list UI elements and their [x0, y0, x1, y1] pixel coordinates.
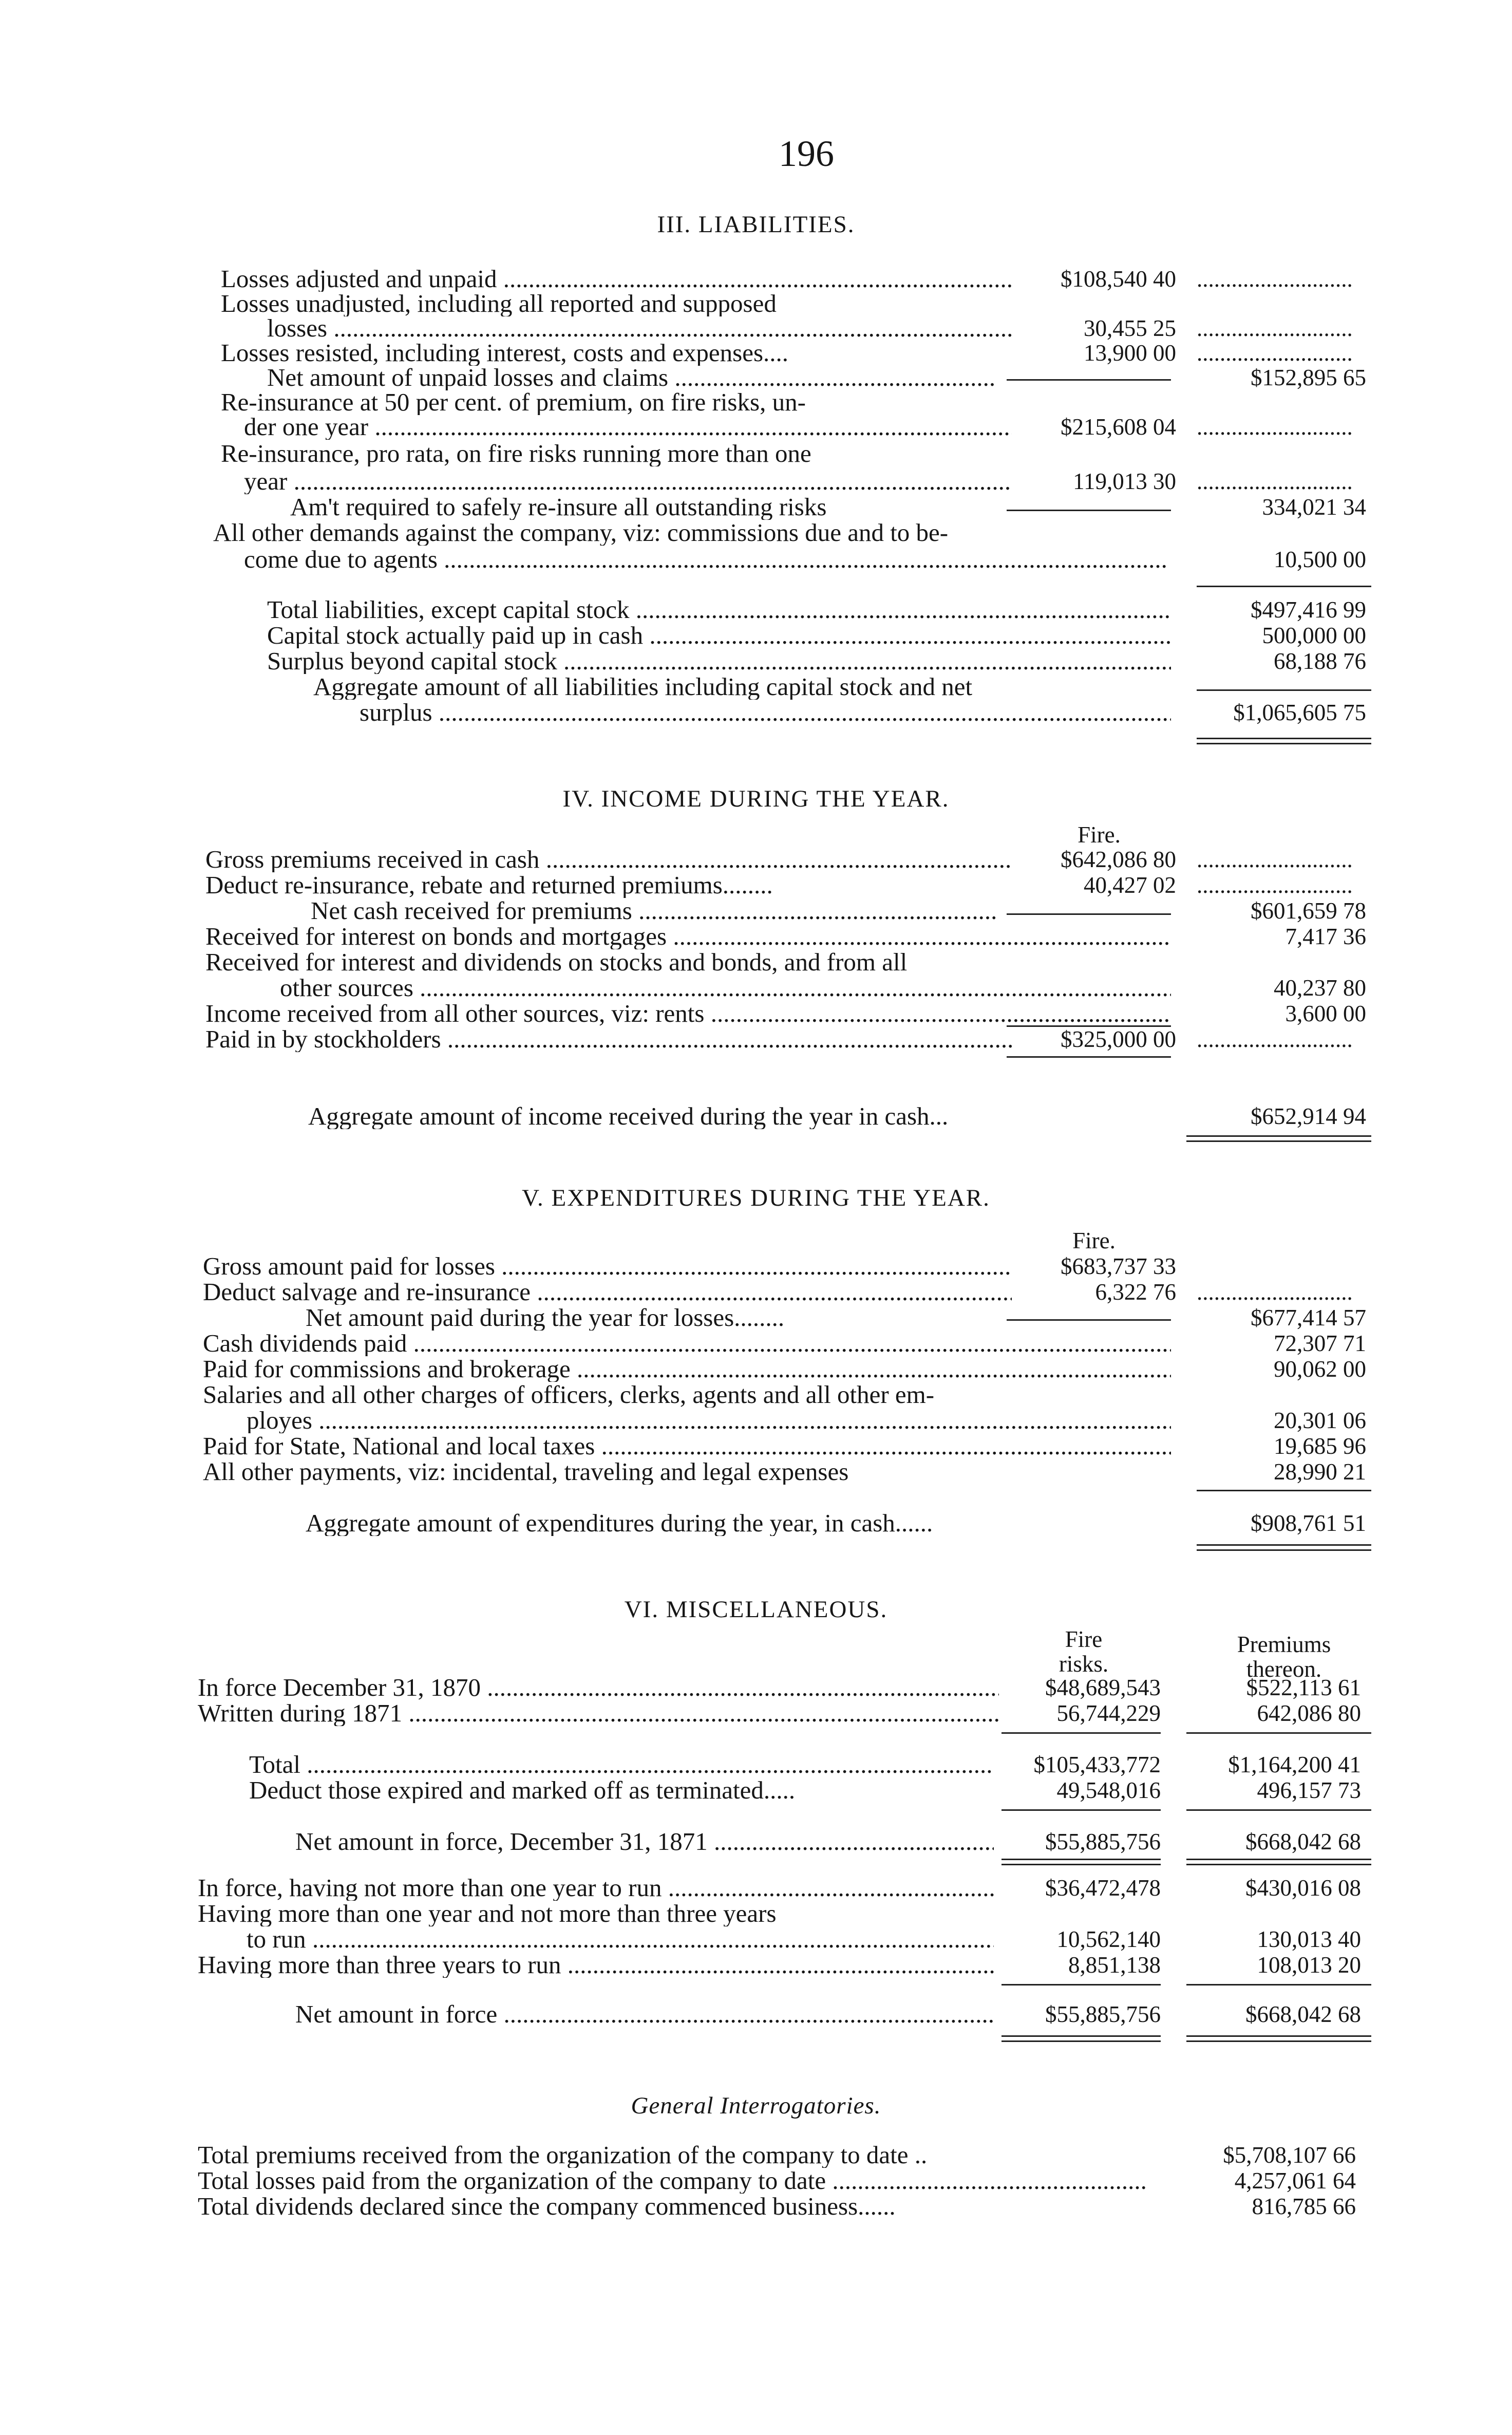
row-fire-risks: $55,885,756 — [1045, 2001, 1161, 2027]
liability-row — [0, 441, 1512, 466]
income-row — [0, 898, 1512, 924]
row-label: Aggregate amount of all liabilities including capital stock and net — [313, 674, 973, 700]
row-premiums: 642,086 80 — [1257, 1700, 1361, 1726]
sum-rule — [1197, 1490, 1371, 1491]
row-label: Cash dividends paid ..... — [203, 1331, 1171, 1356]
row-label: Salaries and all other charges of officers, clerks, agents and all other em- — [203, 1382, 935, 1408]
double-rule — [1001, 2035, 1161, 2042]
empty-dots: ........................... — [1197, 847, 1353, 872]
row-value: 4,257,061 64 — [1234, 2168, 1356, 2194]
expenditure-row — [0, 1459, 1512, 1485]
row-total: 500,000 00 — [1262, 623, 1366, 648]
row-total: 3,600 00 — [1285, 1001, 1366, 1026]
row-total: 334,021 34 — [1262, 494, 1366, 520]
row-amount: 13,900 00 — [1084, 340, 1176, 366]
row-label: Total premiums received from the organization of the company to date .. — [198, 2142, 928, 2168]
row-total: 28,990 21 — [1274, 1459, 1366, 1485]
row-fire-risks: $105,433,772 — [1033, 1752, 1161, 1777]
row-label: Re-insurance at 50 per cent. of premium, on fire risks, un- — [221, 389, 806, 415]
row-total: 40,237 80 — [1274, 975, 1366, 1001]
row-label: Am't required to safely re-insure all outstanding risks — [290, 494, 827, 520]
general-row — [0, 2142, 1512, 2168]
row-label: losses ..... — [267, 315, 1012, 341]
row-label: Capital stock actually paid up in cash ..... — [267, 623, 1171, 648]
row-label: come due to agents ..... — [244, 547, 1168, 572]
sum-rule — [1007, 1056, 1171, 1058]
income-row — [0, 1026, 1512, 1052]
liabilities-heading: III. LIABILITIES. — [657, 211, 855, 238]
sum-rule — [1001, 1732, 1161, 1734]
row-premiums: $668,042 68 — [1245, 2001, 1361, 2027]
row-fire-risks: $55,885,756 — [1045, 1829, 1161, 1855]
premiums-header-1: Premiums — [1237, 1632, 1331, 1657]
general-row — [0, 2194, 1512, 2219]
misc-heading: VI. MISCELLANEOUS. — [624, 1596, 888, 1623]
fire-column-header: Fire. — [1072, 1228, 1116, 1253]
sum-rule — [1001, 1984, 1161, 1986]
row-amount: $108,540 40 — [1061, 266, 1176, 292]
row-fire-risks: 49,548,016 — [1056, 1777, 1161, 1803]
double-rule — [1186, 1859, 1371, 1865]
row-label: der one year ..... — [244, 414, 1012, 440]
aggregate-label: Aggregate amount of expenditures during the year, in cash...... — [306, 1510, 933, 1536]
double-rule — [1001, 1859, 1161, 1865]
row-value: $5,708,107 66 — [1223, 2142, 1356, 2168]
row-total: $497,416 99 — [1251, 597, 1366, 623]
row-label: ployes ..... — [247, 1408, 1171, 1433]
empty-dots: ........................... — [1197, 469, 1353, 494]
misc-row — [0, 1752, 1512, 1777]
expenditures-aggregate-row — [0, 1510, 1512, 1536]
liability-row — [0, 291, 1512, 316]
double-rule — [1186, 2035, 1371, 2042]
expenditure-row — [0, 1356, 1512, 1382]
row-fire-risks: 56,744,229 — [1056, 1700, 1161, 1726]
row-fire-risks: $48,689,543 — [1045, 1675, 1161, 1700]
liability-row — [0, 648, 1512, 674]
misc-row — [0, 1777, 1512, 1803]
row-label: All other demands against the company, viz: commissions due and to be- — [213, 520, 949, 546]
row-premiums: $668,042 68 — [1245, 1829, 1361, 1855]
sum-rule — [1186, 1809, 1371, 1811]
row-label: Deduct salvage and re-insurance ..... — [203, 1279, 1012, 1305]
row-fire-risks: $36,472,478 — [1045, 1875, 1161, 1901]
income-row — [0, 924, 1512, 949]
row-amount: $642,086 80 — [1061, 847, 1176, 872]
liability-row — [0, 623, 1512, 648]
expenditure-row — [0, 1305, 1512, 1331]
misc-row — [0, 1926, 1512, 1952]
sum-rule — [1186, 1984, 1371, 1986]
empty-dots: ........................... — [1197, 1026, 1353, 1052]
row-amount: 6,322 76 — [1095, 1279, 1176, 1305]
row-premiums: 130,013 40 — [1257, 1926, 1361, 1952]
income-row — [0, 872, 1512, 898]
expenditure-row — [0, 1433, 1512, 1459]
misc-row — [0, 1829, 1512, 1855]
row-label: year ..... — [244, 469, 1012, 494]
double-rule — [1197, 1544, 1371, 1551]
row-label: Total ..... — [249, 1752, 994, 1777]
liability-row — [0, 520, 1512, 546]
row-label: Income received from all other sources, viz: rents ..... — [205, 1001, 1171, 1026]
row-total: $152,895 65 — [1251, 365, 1366, 390]
sum-rule — [1186, 1732, 1371, 1734]
row-label: Net amount in force, December 31, 1871 ..... — [295, 1829, 994, 1855]
row-label: All other payments, viz: incidental, traveling and legal expenses — [203, 1459, 849, 1485]
row-label: other sources ..... — [280, 975, 1171, 1001]
row-amount: $683,737 33 — [1061, 1253, 1176, 1279]
row-label: Net amount paid during the year for losses........ — [306, 1305, 785, 1331]
expenditure-row — [0, 1253, 1512, 1279]
row-total: $601,659 78 — [1251, 898, 1366, 924]
misc-row — [0, 1875, 1512, 1901]
row-amount: 119,013 30 — [1073, 469, 1176, 494]
row-label: to run ..... — [247, 1926, 994, 1952]
row-label: Deduct those expired and marked off as terminated..... — [249, 1777, 796, 1803]
row-label: In force December 31, 1870 ..... — [198, 1675, 999, 1700]
income-aggregate-row — [0, 1103, 1512, 1129]
row-label: In force, having not more than one year to run ..... — [198, 1875, 994, 1901]
income-row — [0, 949, 1512, 975]
expenditure-row — [0, 1408, 1512, 1433]
row-label: Paid for State, National and local taxes ..... — [203, 1433, 1171, 1459]
misc-row — [0, 1700, 1512, 1726]
liability-row — [0, 674, 1512, 700]
row-label: Surplus beyond capital stock ..... — [267, 648, 1171, 674]
row-label: Total losses paid from the organization of the company to date ..... — [198, 2168, 1145, 2194]
empty-dots: ........................... — [1197, 414, 1353, 440]
row-total: 19,685 96 — [1274, 1433, 1366, 1459]
income-row — [0, 1001, 1512, 1026]
row-label: Having more than three years to run ..... — [198, 1952, 994, 1978]
row-premiums: 108,013 20 — [1257, 1952, 1361, 1978]
row-label: Net amount in force ..... — [295, 2001, 994, 2027]
row-premiums: $1,164,200 41 — [1228, 1752, 1361, 1777]
fire-risks-header-1: Fire — [1065, 1626, 1103, 1652]
aggregate-value: $652,914 94 — [1251, 1103, 1366, 1129]
row-label: Losses unadjusted, including all reported and supposed — [221, 291, 777, 316]
expenditures-heading: V. EXPENDITURES DURING THE YEAR. — [522, 1185, 990, 1211]
general-heading: General Interrogatories. — [631, 2092, 881, 2119]
misc-row — [0, 1952, 1512, 1978]
row-label: Paid for commissions and brokerage ..... — [203, 1356, 1171, 1382]
premiums-header-2: thereon. — [1246, 1656, 1322, 1682]
misc-row — [0, 2001, 1512, 2027]
row-label: Net cash received for premiums ..... — [311, 898, 996, 924]
row-label: Written during 1871 ..... — [198, 1700, 999, 1726]
empty-dots: ........................... — [1197, 340, 1353, 366]
sum-rule — [1197, 689, 1371, 691]
expenditure-row — [0, 1279, 1512, 1305]
row-label: Received for interest on bonds and mortgages ..... — [205, 924, 1171, 949]
sum-rule — [1007, 1025, 1171, 1027]
sum-rule — [1001, 1809, 1161, 1811]
aggregate-value: $908,761 51 — [1251, 1510, 1366, 1536]
row-label: surplus ..... — [360, 700, 1171, 725]
row-label: Losses adjusted and unpaid ..... — [221, 266, 1012, 292]
row-premiums: 496,157 73 — [1257, 1777, 1361, 1803]
liability-row — [0, 389, 1512, 415]
row-total: 68,188 76 — [1274, 648, 1366, 674]
expenditure-row — [0, 1382, 1512, 1408]
fire-risks-header-2: risks. — [1059, 1651, 1109, 1677]
liability-row — [0, 494, 1512, 520]
aggregate-label: Aggregate amount of income received during the year in cash... — [308, 1103, 949, 1129]
income-row — [0, 975, 1512, 1001]
liability-row — [0, 469, 1512, 494]
row-total: $677,414 57 — [1251, 1305, 1366, 1331]
income-heading: IV. INCOME DURING THE YEAR. — [562, 785, 950, 812]
expenditure-row — [0, 1331, 1512, 1356]
row-amount: $215,608 04 — [1061, 414, 1176, 440]
row-label: Deduct re-insurance, rebate and returned premiums........ — [205, 872, 773, 898]
row-label: Gross amount paid for losses ..... — [203, 1253, 1012, 1279]
row-amount: $325,000 00 — [1061, 1026, 1176, 1052]
row-label: Losses resisted, including interest, costs and expenses.... — [221, 340, 789, 366]
sum-rule — [1197, 586, 1371, 587]
row-label: Total liabilities, except capital stock ..... — [267, 597, 1171, 623]
row-label: Total dividends declared since the company commenced business...... — [198, 2194, 896, 2219]
general-row — [0, 2168, 1512, 2194]
liability-row — [0, 597, 1512, 623]
row-premiums: $430,016 08 — [1245, 1875, 1361, 1901]
liability-row — [0, 340, 1512, 366]
liability-row — [0, 315, 1512, 341]
row-label: Net amount of unpaid losses and claims ..... — [267, 365, 996, 390]
liability-row — [0, 266, 1512, 292]
liability-row — [0, 700, 1512, 725]
row-label: Paid in by stockholders ..... — [205, 1026, 1012, 1052]
empty-dots: ........................... — [1197, 872, 1353, 898]
row-amount: 40,427 02 — [1084, 872, 1176, 898]
page-number: 196 — [779, 133, 834, 174]
liability-row — [0, 547, 1512, 572]
row-value: 816,785 66 — [1252, 2194, 1356, 2219]
misc-row — [0, 1901, 1512, 1926]
row-premiums: $522,113 61 — [1246, 1675, 1361, 1700]
row-fire-risks: 10,562,140 — [1056, 1926, 1161, 1952]
row-label: Re-insurance, pro rata, on fire risks running more than one — [221, 441, 811, 466]
double-rule — [1197, 738, 1371, 744]
row-total: $1,065,605 75 — [1233, 700, 1366, 725]
row-label: Gross premiums received in cash ..... — [205, 847, 1012, 872]
row-total: 7,417 36 — [1285, 924, 1366, 949]
row-label: Received for interest and dividends on stocks and bonds, and from all — [205, 949, 908, 975]
double-rule — [1186, 1135, 1371, 1142]
row-total: 90,062 00 — [1274, 1356, 1366, 1382]
row-label: Having more than one year and not more than three years — [198, 1901, 777, 1926]
liability-row — [0, 414, 1512, 440]
row-total: 10,500 00 — [1274, 547, 1366, 572]
misc-row — [0, 1675, 1512, 1700]
empty-dots: ........................... — [1197, 266, 1353, 292]
row-total: 20,301 06 — [1274, 1408, 1366, 1433]
fire-column-header: Fire. — [1078, 822, 1121, 848]
row-fire-risks: 8,851,138 — [1068, 1952, 1161, 1978]
income-row — [0, 847, 1512, 872]
empty-dots: ........................... — [1197, 315, 1353, 341]
row-total: 72,307 71 — [1274, 1331, 1366, 1356]
liability-row — [0, 365, 1512, 390]
row-amount: 30,455 25 — [1084, 315, 1176, 341]
empty-dots: ........................... — [1197, 1279, 1353, 1305]
